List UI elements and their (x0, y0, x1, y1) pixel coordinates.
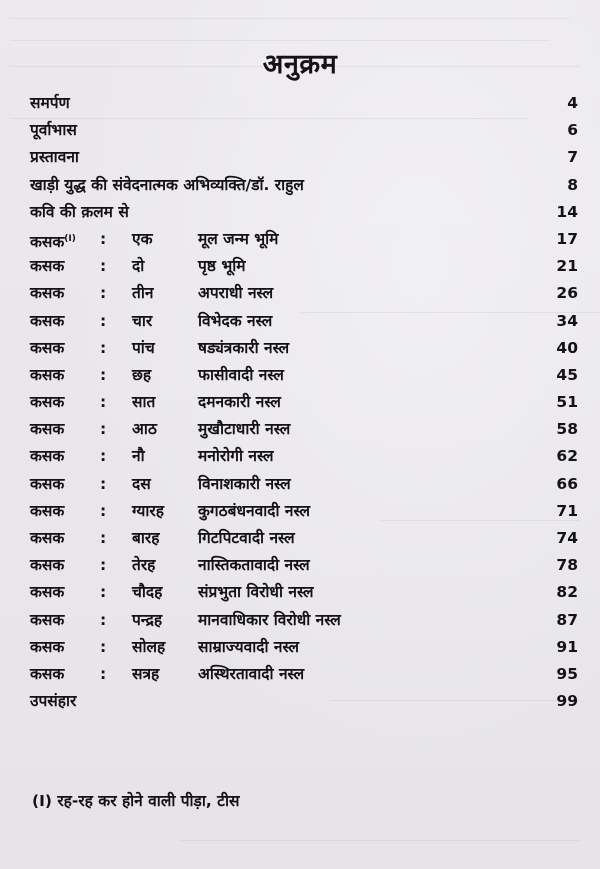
toc-entry-kasak[interactable] (30, 226, 578, 253)
kasak-label (30, 607, 64, 634)
kasak-word: कसक (30, 529, 65, 547)
toc-page-number: 51 (556, 393, 578, 412)
toc-page-number: 4 (567, 94, 578, 112)
kasak-number: चौदह (132, 583, 163, 602)
toc-entry-label: खाड़ी युद्ध की संवेदनात्मक अभिव्यक्ति/डॉ. राहुल (30, 175, 304, 194)
kasak-title: मुखौटाधारी नस्ल (198, 420, 291, 439)
toc-entry-kasak[interactable] (30, 253, 578, 280)
kasak-number: आठ (132, 420, 157, 439)
separator-colon: : (100, 365, 107, 384)
kasak-word: कसक (30, 365, 65, 384)
toc-entry-kasak[interactable] (30, 308, 578, 335)
toc-entry-kasak[interactable] (30, 471, 578, 498)
toc-page-number: 34 (556, 311, 578, 330)
kasak-title: मानवाधिकार विरोधी नस्ल (198, 610, 341, 629)
kasak-label (30, 308, 64, 335)
toc-page-number: 40 (556, 338, 578, 357)
kasak-label (30, 389, 64, 416)
kasak-label (30, 416, 64, 443)
kasak-word: कसक (30, 501, 65, 520)
toc-entry-kasak[interactable] (30, 362, 578, 389)
toc-page-number: 71 (556, 501, 578, 520)
kasak-word: कसक (30, 393, 65, 412)
toc-entry-kasak[interactable] (30, 579, 578, 606)
kasak-list (30, 226, 578, 688)
kasak-number: नौ (132, 447, 145, 466)
separator-colon: : (100, 610, 107, 629)
kasak-title: षड्यंत्रकारी नस्ल (198, 338, 290, 357)
toc-page-number: 26 (556, 284, 578, 303)
kasak-label (30, 443, 64, 470)
kasak-number: सोलह (132, 637, 166, 656)
kasak-number: दस (132, 474, 151, 493)
kasak-number: ग्यारह (132, 501, 164, 520)
kasak-number: बारह (132, 529, 160, 547)
separator-colon: : (100, 556, 107, 575)
kasak-word: कसक (30, 232, 65, 251)
kasak-label (30, 280, 64, 307)
separator-colon: : (100, 447, 107, 466)
kasak-label (30, 471, 64, 498)
toc-page-number: 6 (567, 121, 578, 140)
kasak-label (30, 498, 64, 525)
kasak-number: तेरह (132, 556, 156, 575)
kasak-title: साम्राज्यवादी नस्ल (198, 637, 300, 656)
kasak-label (30, 661, 64, 688)
kasak-title: विभेदक नस्ल (198, 311, 273, 330)
toc-page-number: 17 (556, 229, 578, 248)
separator-colon: : (100, 338, 107, 357)
kasak-title: कुगठबंधनवादी नस्ल (198, 501, 311, 520)
kasak-number: पन्द्रह (132, 610, 163, 629)
toc-entry-label: समर्पण (30, 94, 70, 112)
kasak-word: कसक (30, 257, 65, 276)
separator-colon: : (100, 229, 107, 248)
separator-colon: : (100, 637, 107, 656)
toc-entry-kasak[interactable] (30, 525, 578, 552)
toc-page-number: 78 (556, 556, 578, 575)
kasak-word: कसक (30, 664, 65, 683)
separator-colon: : (100, 257, 107, 276)
toc-entry-preface[interactable] (30, 144, 578, 171)
toc-entry-essay[interactable] (30, 172, 578, 199)
toc-page-number: 74 (556, 529, 578, 547)
separator-colon: : (100, 474, 107, 493)
toc-entry-kasak[interactable] (30, 607, 578, 634)
kasak-number: एक (132, 229, 153, 248)
kasak-number: पांच (132, 338, 155, 357)
kasak-number: छह (132, 365, 152, 384)
kasak-number: सत्रह (132, 664, 160, 683)
kasak-title: अस्थिरतावादी नस्ल (198, 664, 305, 683)
kasak-title: गिटपिटवादी नस्ल (198, 529, 295, 547)
kasak-label (30, 362, 64, 389)
toc-entry-kasak[interactable] (30, 335, 578, 362)
separator-colon: : (100, 664, 107, 683)
kasak-number: सात (132, 393, 156, 412)
kasak-word: कसक (30, 583, 65, 602)
kasak-label (30, 335, 64, 362)
separator-colon: : (100, 583, 107, 602)
kasak-title: विनाशकारी नस्ल (198, 474, 291, 493)
kasak-title: पृष्ठ भूमि (198, 257, 246, 276)
toc-entry-epilogue[interactable] (30, 688, 578, 715)
toc-page-number: 87 (556, 610, 578, 629)
toc-page-number: 14 (556, 202, 578, 221)
kasak-title: मनोरोगी नस्ल (198, 447, 274, 466)
separator-colon: : (100, 284, 107, 303)
toc-entry-poet-note[interactable] (30, 199, 578, 226)
toc-entry-kasak[interactable] (30, 661, 578, 688)
kasak-title: मूल जन्म भूमि (198, 229, 279, 248)
toc-entry-foreshadow[interactable] (30, 117, 578, 144)
toc-entry-kasak[interactable] (30, 552, 578, 579)
toc-entry-dedication[interactable] (30, 90, 578, 117)
toc-entry-label: प्रस्तावना (30, 148, 79, 167)
kasak-label (30, 226, 76, 256)
separator-colon: : (100, 311, 107, 330)
footnote-marker: (I) (64, 233, 76, 244)
kasak-label (30, 579, 64, 606)
kasak-word: कसक (30, 338, 65, 357)
separator-colon: : (100, 420, 107, 439)
toc-page-number: 7 (567, 148, 578, 167)
kasak-label (30, 552, 64, 579)
kasak-title: दमनकारी नस्ल (198, 393, 281, 412)
toc-page-number: 21 (556, 257, 578, 276)
toc-page-number: 45 (556, 365, 578, 384)
kasak-word: कसक (30, 556, 65, 575)
toc-page-number: 58 (556, 420, 578, 439)
toc-page-number: 91 (556, 637, 578, 656)
toc-entry-kasak[interactable] (30, 416, 578, 443)
toc-entry-kasak[interactable] (30, 280, 578, 307)
separator-colon: : (100, 393, 107, 412)
kasak-number: चार (132, 311, 153, 330)
kasak-title: नास्तिकतावादी नस्ल (198, 556, 310, 575)
toc-page-number: 66 (556, 474, 578, 493)
toc-entry-label: पूर्वाभास (30, 121, 77, 140)
toc-entry-kasak[interactable] (30, 443, 578, 470)
toc-entry-kasak[interactable] (30, 634, 578, 661)
toc-page-number: 8 (567, 175, 578, 194)
kasak-word: कसक (30, 311, 65, 330)
kasak-title: अपराधी नस्ल (198, 284, 274, 303)
kasak-label (30, 253, 64, 280)
toc-page-number: 95 (556, 664, 578, 683)
kasak-label (30, 525, 64, 552)
separator-colon: : (100, 529, 107, 547)
kasak-word: कसक (30, 284, 65, 303)
kasak-title: संप्रभुता विरोधी नस्ल (198, 583, 314, 602)
toc-page-number: 62 (556, 447, 578, 466)
table-of-contents (30, 90, 578, 715)
toc-entry-kasak[interactable] (30, 498, 578, 525)
footnote: (I) रह-रह कर होने वाली पीड़ा, टीस (32, 792, 240, 810)
kasak-label (30, 634, 64, 661)
toc-page-number: 82 (556, 583, 578, 602)
kasak-word: कसक (30, 474, 65, 493)
toc-entry-label: उपसंहार (30, 692, 77, 711)
separator-colon: : (100, 501, 107, 520)
kasak-word: कसक (30, 610, 65, 629)
kasak-word: कसक (30, 420, 65, 439)
page-title: अनुक्रम (262, 49, 338, 80)
kasak-word: कसक (30, 637, 65, 656)
toc-entry-kasak[interactable] (30, 389, 578, 416)
kasak-title: फासीवादी नस्ल (198, 365, 284, 384)
kasak-word: कसक (30, 447, 65, 466)
toc-page-number: 99 (556, 692, 578, 711)
kasak-number: दो (132, 257, 145, 276)
kasak-number: तीन (132, 284, 154, 303)
toc-entry-label: कवि की क़लम से (30, 202, 129, 221)
